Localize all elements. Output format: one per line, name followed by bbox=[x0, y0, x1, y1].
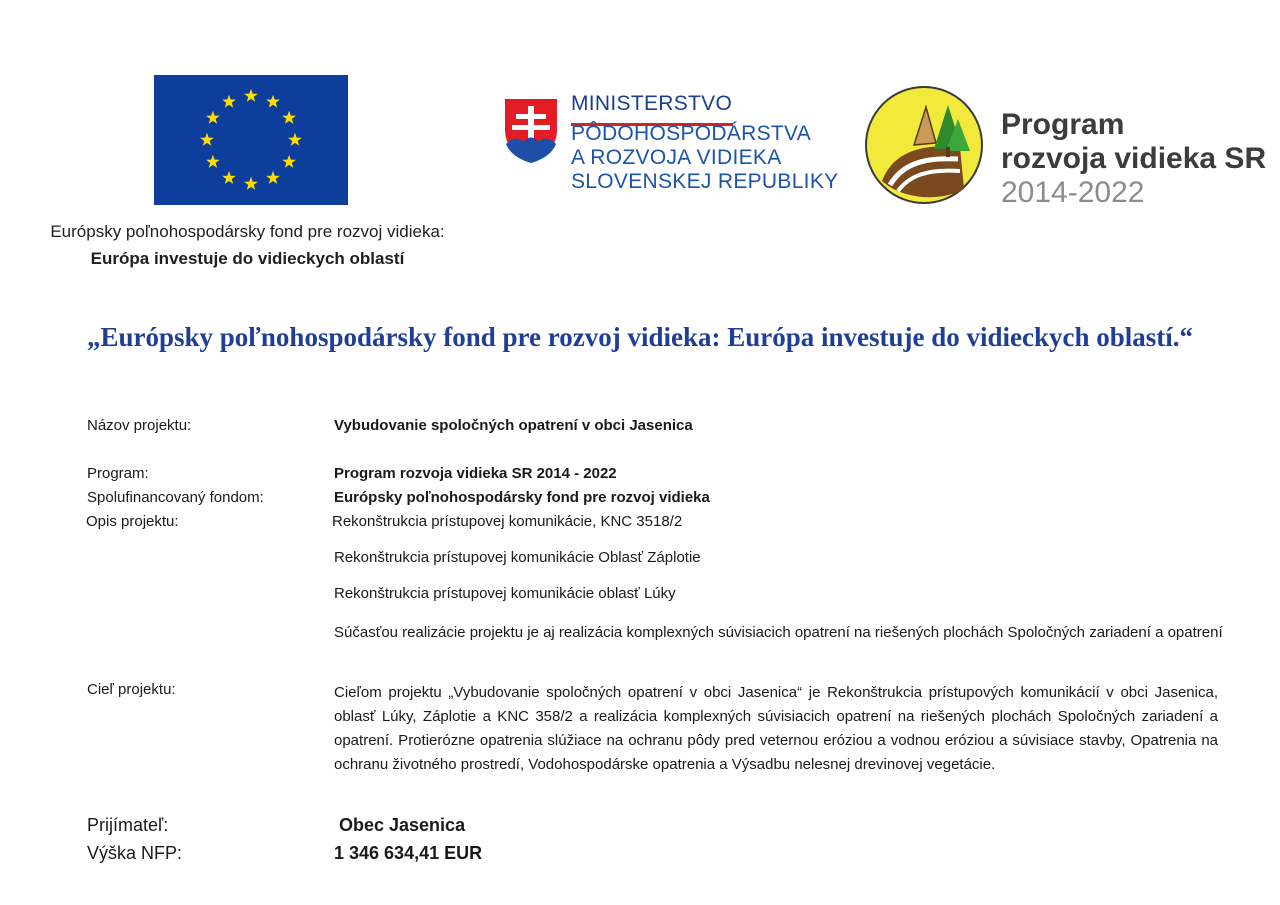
eu-star-icon bbox=[288, 133, 302, 146]
program-value: Program rozvoja vidieka SR 2014 - 2022 bbox=[334, 465, 617, 482]
rural-landscape-logo-icon bbox=[864, 85, 984, 205]
eu-star-icon bbox=[266, 95, 280, 108]
project-name-label: Názov projektu: bbox=[87, 417, 192, 434]
description-label: Opis projektu: bbox=[86, 513, 179, 530]
description-item: Rekonštrukcia prístupovej komunikácie oblasť Lúky bbox=[334, 585, 676, 602]
eu-star-icon bbox=[222, 95, 236, 108]
project-name-value: Vybudovanie spoločných opatrení v obci Jasenica bbox=[334, 417, 693, 434]
ministry-wordmark bbox=[571, 92, 838, 194]
eu-star-icon bbox=[244, 89, 258, 102]
eu-star-icon bbox=[206, 111, 220, 124]
description-item: Rekonštrukcia prístupovej komunikácie, KNC 3518/2 bbox=[332, 513, 683, 530]
program-line2: rozvoja vidieka SR bbox=[1001, 142, 1267, 175]
eu-star-icon bbox=[244, 177, 258, 190]
ministry-line2: PÔDOHOSPODÁRSTVA bbox=[571, 122, 812, 145]
recipient-value: Obec Jasenica bbox=[339, 815, 466, 835]
nfp-value: 1 346 634,41 EUR bbox=[334, 843, 483, 863]
goal-value: Cieľom projektu „Vybudovanie spoločných opatrení v obci Jasenica“ je Rekonštrukcia prístupových komunikácií v obci Jasenica, oblasť Lúky, Záplotie a KNC 358/2 a realizácia komplexných súvisiacich opatrení na riešených plochách Spoločných zariadení a opatrení. Protierózne opatrenia slúžiace na ochranu pôdy pred veternou eróziou a vodnou eróziou a súvisiace stavby, Opatrenia na ochranu životného prostredí, Vodohospodárske opatrenia a Výsadbu nelesnej drevinovej vegetácie. bbox=[334, 684, 1218, 773]
recipient-label: Prijímateľ: bbox=[87, 815, 169, 835]
slovak-coat-of-arms-icon bbox=[502, 96, 560, 164]
eu-motto-heading: „Európsky poľnohospodársky fond pre rozvoj vidieka: Európa investuje do vidieckych oblastí.“ bbox=[86, 322, 1194, 352]
goal-label: Cieľ projektu: bbox=[87, 681, 176, 698]
eu-star-icon bbox=[222, 171, 236, 184]
eu-star-icon bbox=[200, 133, 214, 146]
eu-star-icon bbox=[206, 155, 220, 168]
program-wordmark bbox=[1001, 108, 1266, 210]
eu-caption-line1: Európsky poľnohospodársky fond pre rozvoj vidieka: bbox=[50, 222, 445, 241]
eu-star-icon bbox=[266, 171, 280, 184]
eu-star-icon bbox=[282, 155, 296, 168]
fund-value: Európsky poľnohospodársky fond pre rozvoj vidieka bbox=[334, 489, 710, 506]
eu-caption-line2: Európa investuje do vidieckych oblastí bbox=[90, 249, 405, 268]
description-item: Rekonštrukcia prístupovej komunikácie Oblasť Záplotie bbox=[334, 549, 701, 566]
ministry-line1: MINISTERSTVO bbox=[571, 92, 733, 115]
eu-flag-icon bbox=[154, 75, 348, 205]
ministry-line3: A ROZVOJA VIDIEKA bbox=[571, 146, 782, 169]
program-line1: Program bbox=[1001, 108, 1125, 141]
eu-fund-caption bbox=[0, 218, 495, 272]
nfp-label: Výška NFP: bbox=[87, 843, 183, 863]
program-label: Program: bbox=[87, 465, 149, 482]
eu-star-icon bbox=[282, 111, 296, 124]
description-item: Súčasťou realizácie projektu je aj realizácia komplexných súvisiacich opatrení na riešených plochách Spoločných zariadení a opatrení bbox=[334, 624, 1223, 641]
eu-stars bbox=[154, 75, 348, 205]
program-years: 2014-2022 bbox=[1001, 176, 1145, 209]
ministry-line4: SLOVENSKEJ REPUBLIKY bbox=[571, 170, 839, 193]
fund-label: Spolufinancovaný fondom: bbox=[87, 489, 264, 506]
